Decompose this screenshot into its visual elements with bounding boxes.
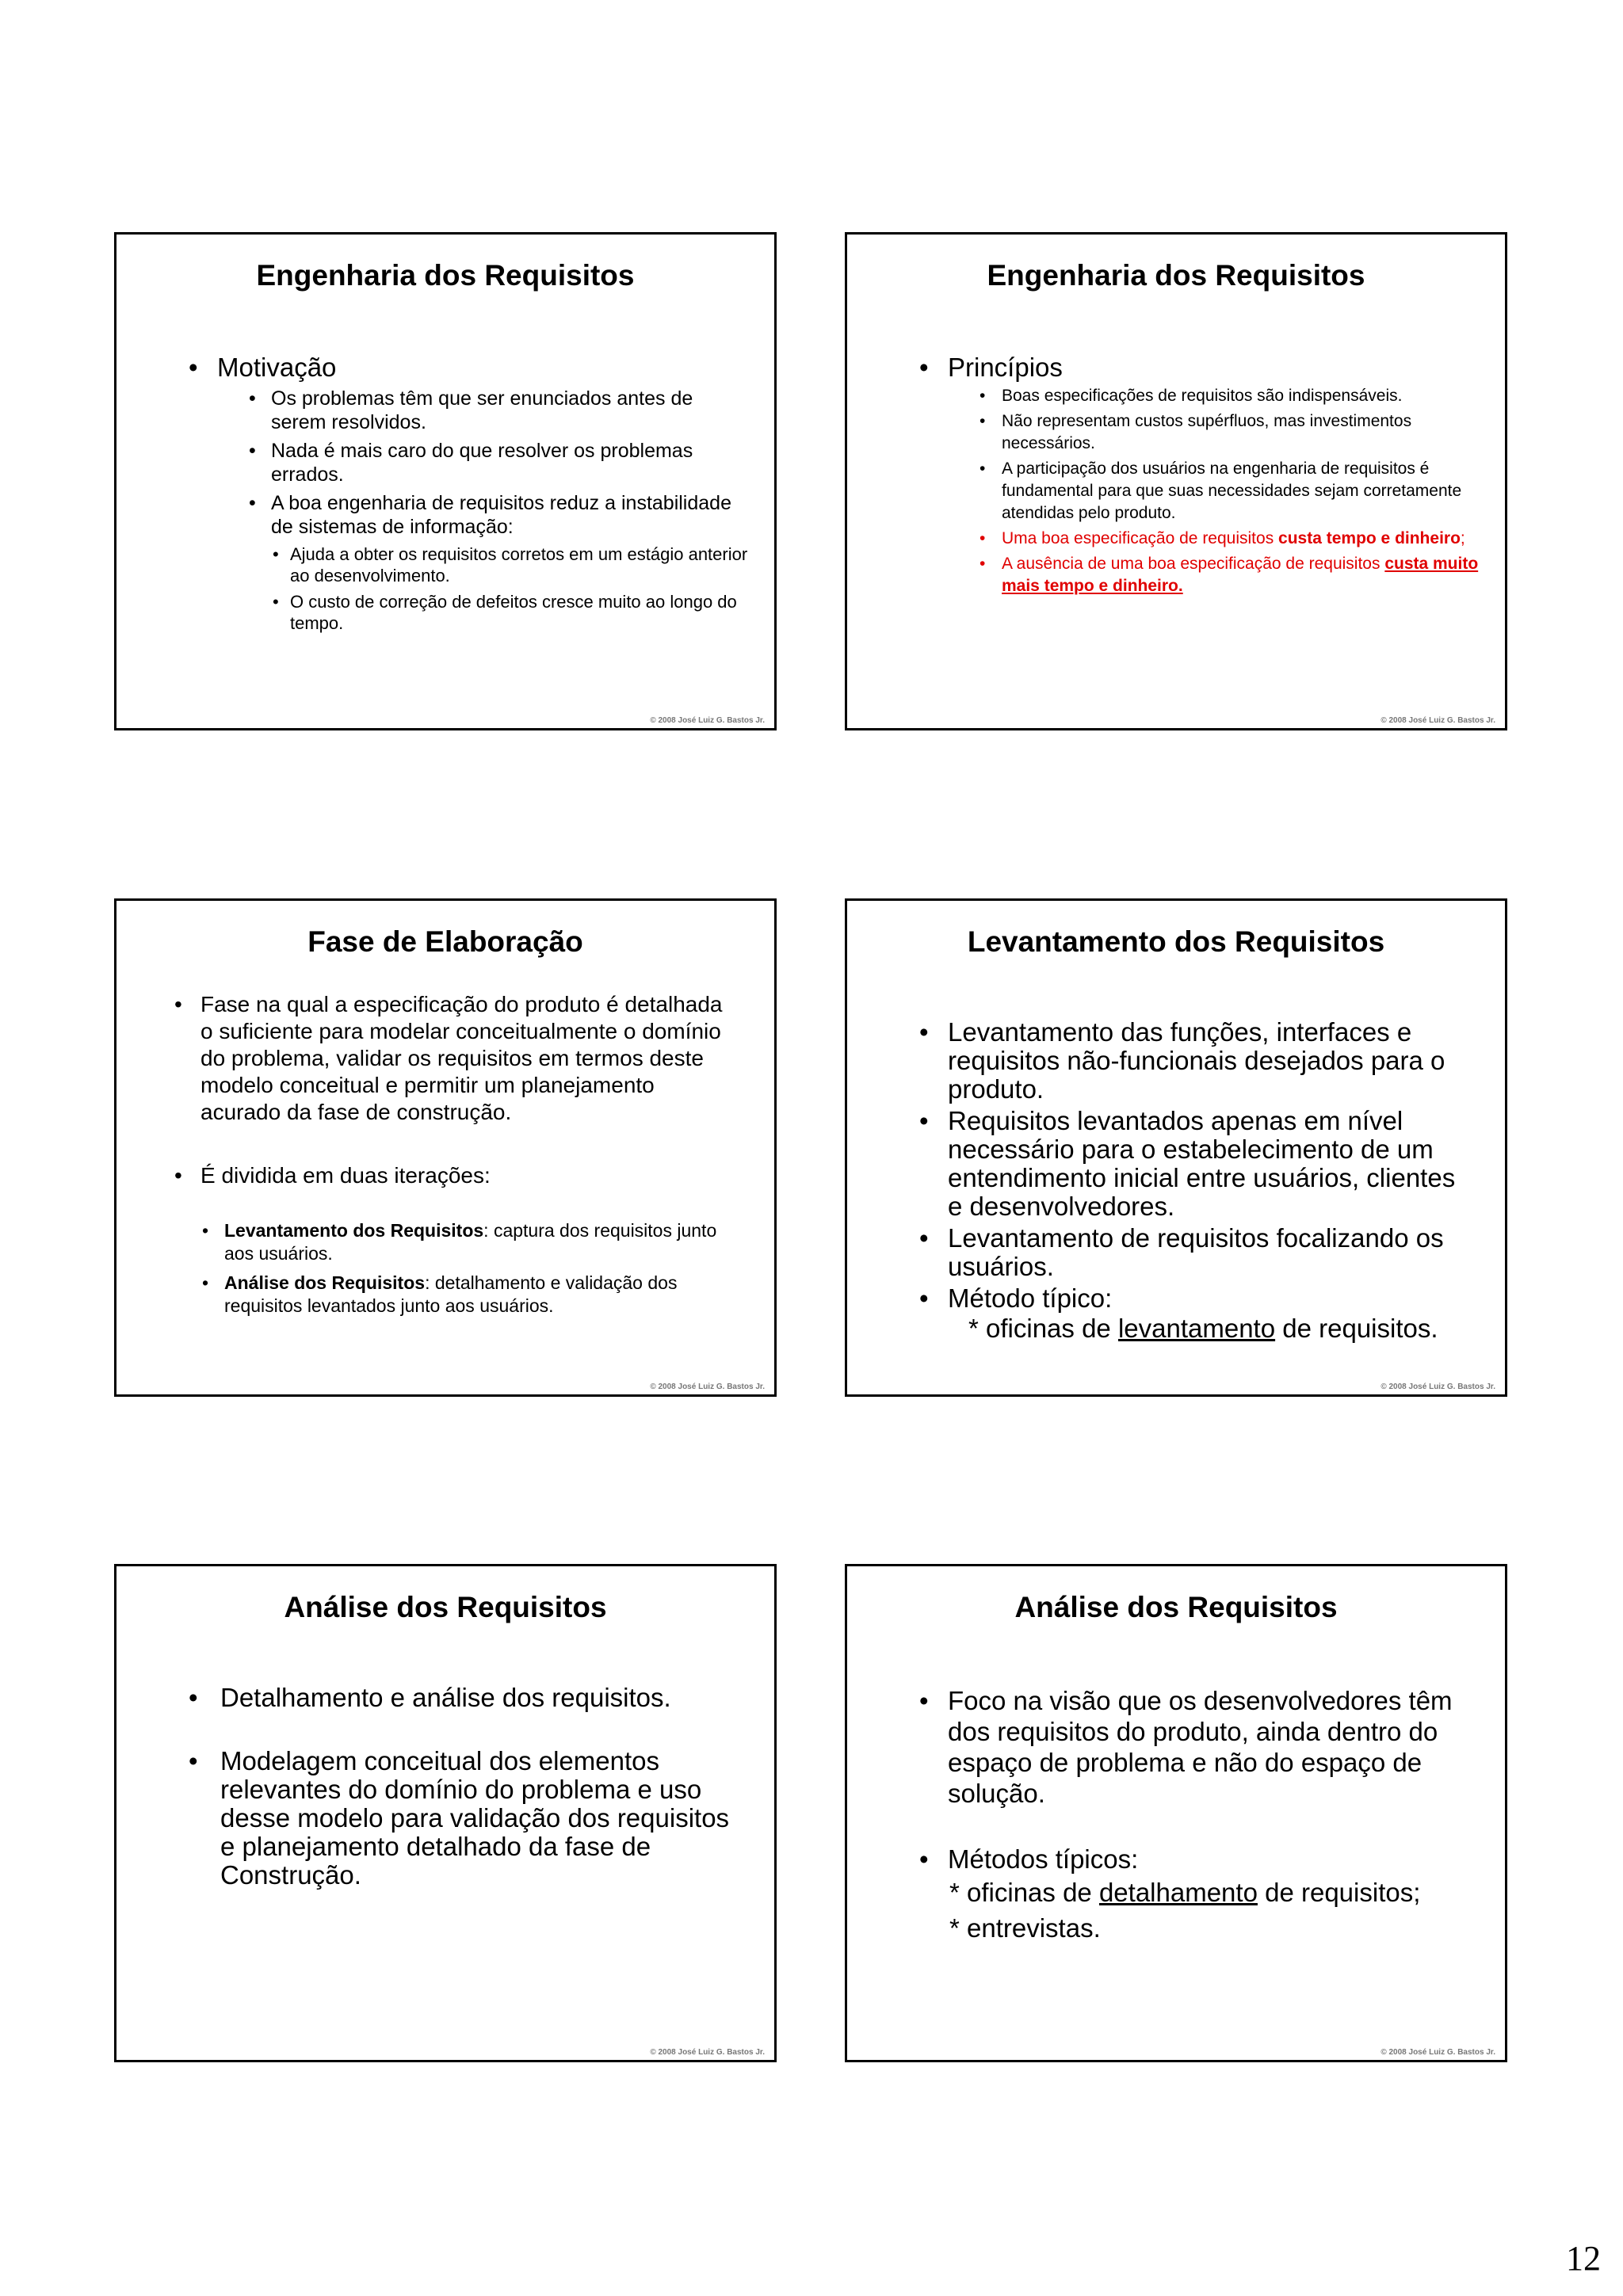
sub-sub-bullet: • O custo de correção de defeitos cresce muito ao longo do tempo.: [271, 591, 750, 634]
emphasis-text: custa muito mais tempo e dinheiro.: [1002, 555, 1479, 595]
emphasis-text: custa tempo e dinheiro: [1278, 529, 1461, 547]
bullet-text: A boa engenharia de requisitos reduz a instabilidade de sistemas de informação:: [271, 492, 731, 538]
slide-title: Engenharia dos Requisitos: [256, 259, 635, 292]
sub-bullet: • Os problemas têm que ser enunciados antes de serem resolvidos.: [246, 387, 750, 434]
slide-levantamento-requisitos: [845, 898, 1507, 1397]
method-line: * entrevistas.: [949, 1913, 1101, 1943]
bullet: • Métodos típicos:: [915, 1844, 1473, 1875]
bullet-text: : detalhamento e validação dos requisitos levantados junto aos usuários.: [224, 1272, 678, 1316]
bullet: • Detalhamento e análise dos requisitos.: [185, 1684, 743, 1712]
sub-bullet-highlight: [976, 528, 1481, 550]
bullet-text: : captura dos requisitos junto aos usuários.: [224, 1220, 717, 1264]
slide-fase-elaboracao: [114, 898, 777, 1397]
bullet: • Requisitos levantados apenas em nível necessário para o estabelecimento de um entendimento inicial entre usuários, clientes e desenvolvedores.: [915, 1107, 1473, 1221]
slide-body: [185, 1684, 743, 1890]
copyright-footer: © 2008 José Luiz G. Bastos Jr.: [650, 1383, 765, 1391]
sub-sub-bullet: • Ajuda a obter os requisitos corretos em um estágio anterior ao desenvolvimento.: [271, 543, 750, 586]
emphasis-text: levantamento: [1117, 1314, 1276, 1343]
slide-body: [915, 353, 1481, 597]
copyright-footer: © 2008 José Luiz G. Bastos Jr.: [650, 716, 765, 725]
bullet-text: Princípios: [948, 353, 1063, 382]
copyright-footer: © 2008 José Luiz G. Bastos Jr.: [1381, 1383, 1495, 1391]
bullet-motivacao: [185, 353, 750, 634]
sub-bullet: • A participação dos usuários na engenharia de requisitos é fundamental para que suas necessidades sejam corretamente atendidas pelo produto.: [976, 458, 1481, 524]
bullet: • Método típico:: [915, 1284, 1473, 1313]
bullet-text: ;: [1460, 529, 1465, 547]
emphasis-text: detalhamento: [1098, 1878, 1258, 1907]
slide-engenharia-motivacao: [114, 232, 777, 730]
bullet-text: Uma boa especificação de requisitos: [1002, 529, 1279, 547]
bullet: • Modelagem conceitual dos elementos relevantes do domínio do problema e uso desse modelo para validação dos requisitos e planejamento detalhado da fase de Construção.: [185, 1747, 743, 1890]
slide-analise-requisitos-1: [114, 1564, 777, 2062]
slide-body: [915, 1685, 1473, 1946]
slide-title: Levantamento dos Requisitos: [967, 925, 1385, 958]
bullet: • Foco na visão que os desenvolvedores têm dos requisitos do produto, ainda dentro do espaço de problema e não do espaço de solução.: [915, 1685, 1473, 1809]
bullet: • Levantamento das funções, interfaces e requisitos não-funcionais desejados para o produto.: [915, 1018, 1473, 1104]
slide-title: Análise dos Requisitos: [284, 1591, 607, 1623]
method-text: * oficinas de: [949, 1878, 1099, 1907]
slide-body: [170, 991, 727, 1318]
slide-engenharia-principios: [845, 232, 1507, 730]
slide-body: [185, 353, 750, 634]
bullet-text: A ausência de uma boa especificação de requisitos: [1002, 555, 1385, 573]
bullet: • É dividida em duas iterações:: [170, 1162, 727, 1189]
method-text: de requisitos;: [1257, 1878, 1421, 1907]
copyright-footer: © 2008 José Luiz G. Bastos Jr.: [1381, 2048, 1495, 2057]
method-text: * oficinas de: [968, 1314, 1118, 1343]
sub-bullet: [199, 1272, 727, 1318]
sub-bullet: • Boas especificações de requisitos são indispensáveis.: [976, 385, 1481, 407]
method-text: de requisitos.: [1275, 1314, 1438, 1343]
copyright-footer: © 2008 José Luiz G. Bastos Jr.: [650, 2048, 765, 2057]
method-line: [915, 1313, 1473, 1344]
sub-bullet: • Nada é mais caro do que resolver os problemas errados.: [246, 439, 750, 486]
emphasis-text: Levantamento dos Requisitos: [224, 1220, 484, 1241]
bullet-principios: [915, 353, 1481, 597]
bullet-text: Motivação: [217, 353, 337, 382]
slide-title: Fase de Elaboração: [307, 925, 583, 958]
copyright-footer: © 2008 José Luiz G. Bastos Jr.: [1381, 716, 1495, 725]
slide-analise-requisitos-2: [845, 1564, 1507, 2062]
slide-title: Engenharia dos Requisitos: [987, 259, 1365, 292]
page-number: 12: [1566, 2239, 1601, 2278]
slide-title: Análise dos Requisitos: [1014, 1591, 1338, 1623]
sub-bullet: • Não representam custos supérfluos, mas investimentos necessários.: [976, 410, 1481, 455]
sub-bullet: [246, 491, 750, 634]
sub-bullet: [199, 1219, 727, 1265]
bullet: • Fase na qual a especificação do produto é detalhada o suficiente para modelar conceitualmente o domínio do problema, validar os requisitos em termos deste modelo conceitual e permitir um planejamento acurado da fase de construção.: [170, 991, 727, 1126]
emphasis-text: Análise dos Requisitos: [224, 1272, 426, 1293]
bullet: • Levantamento de requisitos focalizando os usuários.: [915, 1224, 1473, 1281]
slide-body: [915, 1018, 1473, 1344]
method-line: [915, 1875, 1473, 1911]
sub-bullet-highlight: [976, 553, 1481, 597]
